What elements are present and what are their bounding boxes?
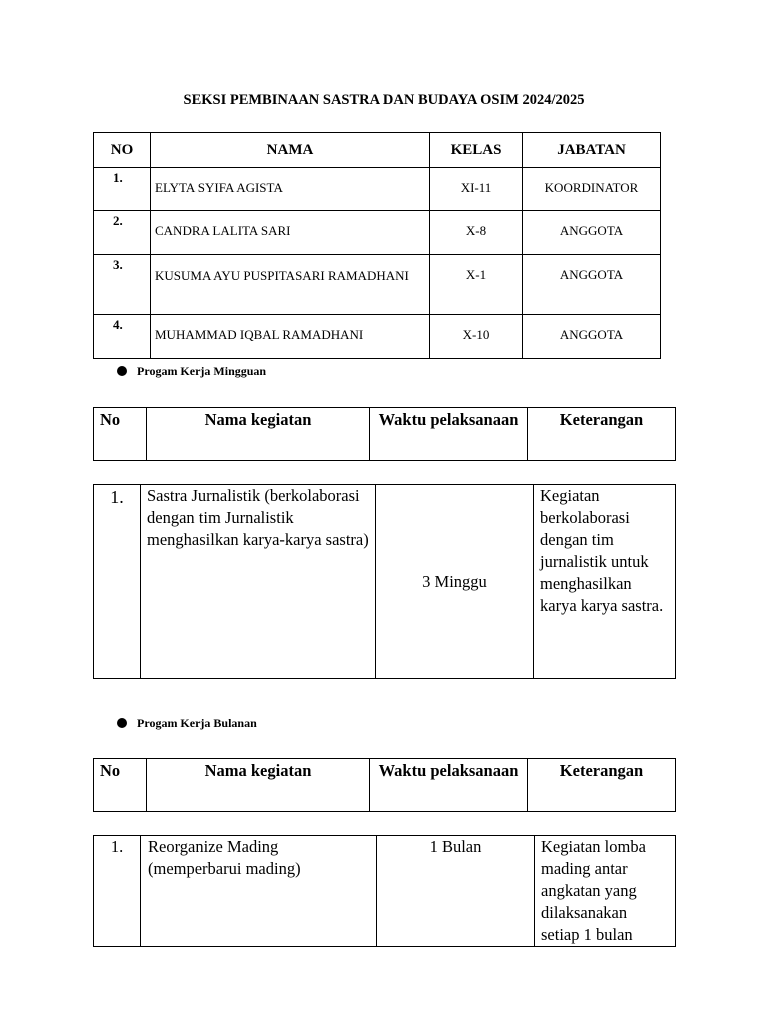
member-jabatan: KOORDINATOR	[523, 168, 661, 211]
weekly-row-kegiatan: Sastra Jurnalistik (berkolaborasi dengan tim Jurnalistik menghasilkan karya-karya sastra)	[141, 485, 376, 679]
member-kelas: X-1	[430, 255, 523, 315]
monthly-header-row	[94, 759, 676, 812]
monthly-header-keterangan: Keterangan	[528, 759, 676, 812]
weekly-header-no: No	[94, 408, 147, 461]
members-table	[93, 132, 661, 359]
bullet-icon	[117, 718, 127, 728]
header-nama: NAMA	[151, 133, 430, 168]
weekly-row-keterangan: Kegiatan berkolaborasi dengan tim jurnalistik untuk menghasilkan karya karya sastra.	[534, 485, 676, 679]
weekly-header-table	[93, 407, 676, 461]
monthly-row-no: 1.	[94, 836, 141, 947]
weekly-row-no: 1.	[94, 485, 141, 679]
header-jabatan: JABATAN	[523, 133, 661, 168]
header-no: NO	[94, 133, 151, 168]
bullet-icon	[117, 366, 127, 376]
monthly-header-table	[93, 758, 676, 812]
member-no: 3.	[94, 255, 151, 315]
table-row	[94, 485, 676, 679]
member-nama: MUHAMMAD IQBAL RAMADHANI	[151, 315, 430, 359]
member-jabatan: ANGGOTA	[523, 315, 661, 359]
page-title: SEKSI PEMBINAAN SASTRA DAN BUDAYA OSIM 2024/2025	[183, 92, 585, 108]
weekly-heading	[117, 364, 266, 379]
table-row	[94, 211, 661, 255]
weekly-header-kegiatan: Nama kegiatan	[147, 408, 370, 461]
member-nama: KUSUMA AYU PUSPITASARI RAMADHANI	[151, 255, 430, 315]
header-kelas: KELAS	[430, 133, 523, 168]
monthly-row-keterangan: Kegiatan lomba mading antar angkatan yang dilaksanakan setiap 1 bulan	[535, 836, 676, 947]
table-row	[94, 315, 661, 359]
monthly-heading	[117, 716, 257, 731]
table-row	[94, 836, 676, 947]
weekly-body-table	[93, 484, 676, 679]
table-row	[94, 255, 661, 315]
member-no: 4.	[94, 315, 151, 359]
weekly-header-row	[94, 408, 676, 461]
member-no: 2.	[94, 211, 151, 255]
table-row	[94, 168, 661, 211]
weekly-row-waktu: 3 Minggu	[376, 485, 534, 679]
member-no: 1.	[94, 168, 151, 211]
member-kelas: X-8	[430, 211, 523, 255]
member-kelas: XI-11	[430, 168, 523, 211]
member-jabatan: ANGGOTA	[523, 255, 661, 315]
member-nama: CANDRA LALITA SARI	[151, 211, 430, 255]
monthly-row-kegiatan: Reorganize Mading (memperbarui mading)	[141, 836, 377, 947]
monthly-body-table	[93, 835, 676, 947]
weekly-heading-text: Progam Kerja Mingguan	[137, 364, 267, 378]
member-nama: ELYTA SYIFA AGISTA	[151, 168, 430, 211]
members-header-row	[94, 133, 661, 168]
member-kelas: X-10	[430, 315, 523, 359]
member-jabatan: ANGGOTA	[523, 211, 661, 255]
monthly-heading-text: Progam Kerja Bulanan	[137, 716, 257, 730]
monthly-header-kegiatan: Nama kegiatan	[147, 759, 370, 812]
monthly-header-waktu: Waktu pelaksanaan	[370, 759, 528, 812]
monthly-header-no: No	[94, 759, 147, 812]
monthly-row-waktu: 1 Bulan	[377, 836, 535, 947]
weekly-header-keterangan: Keterangan	[528, 408, 676, 461]
weekly-header-waktu: Waktu pelaksanaan	[370, 408, 528, 461]
